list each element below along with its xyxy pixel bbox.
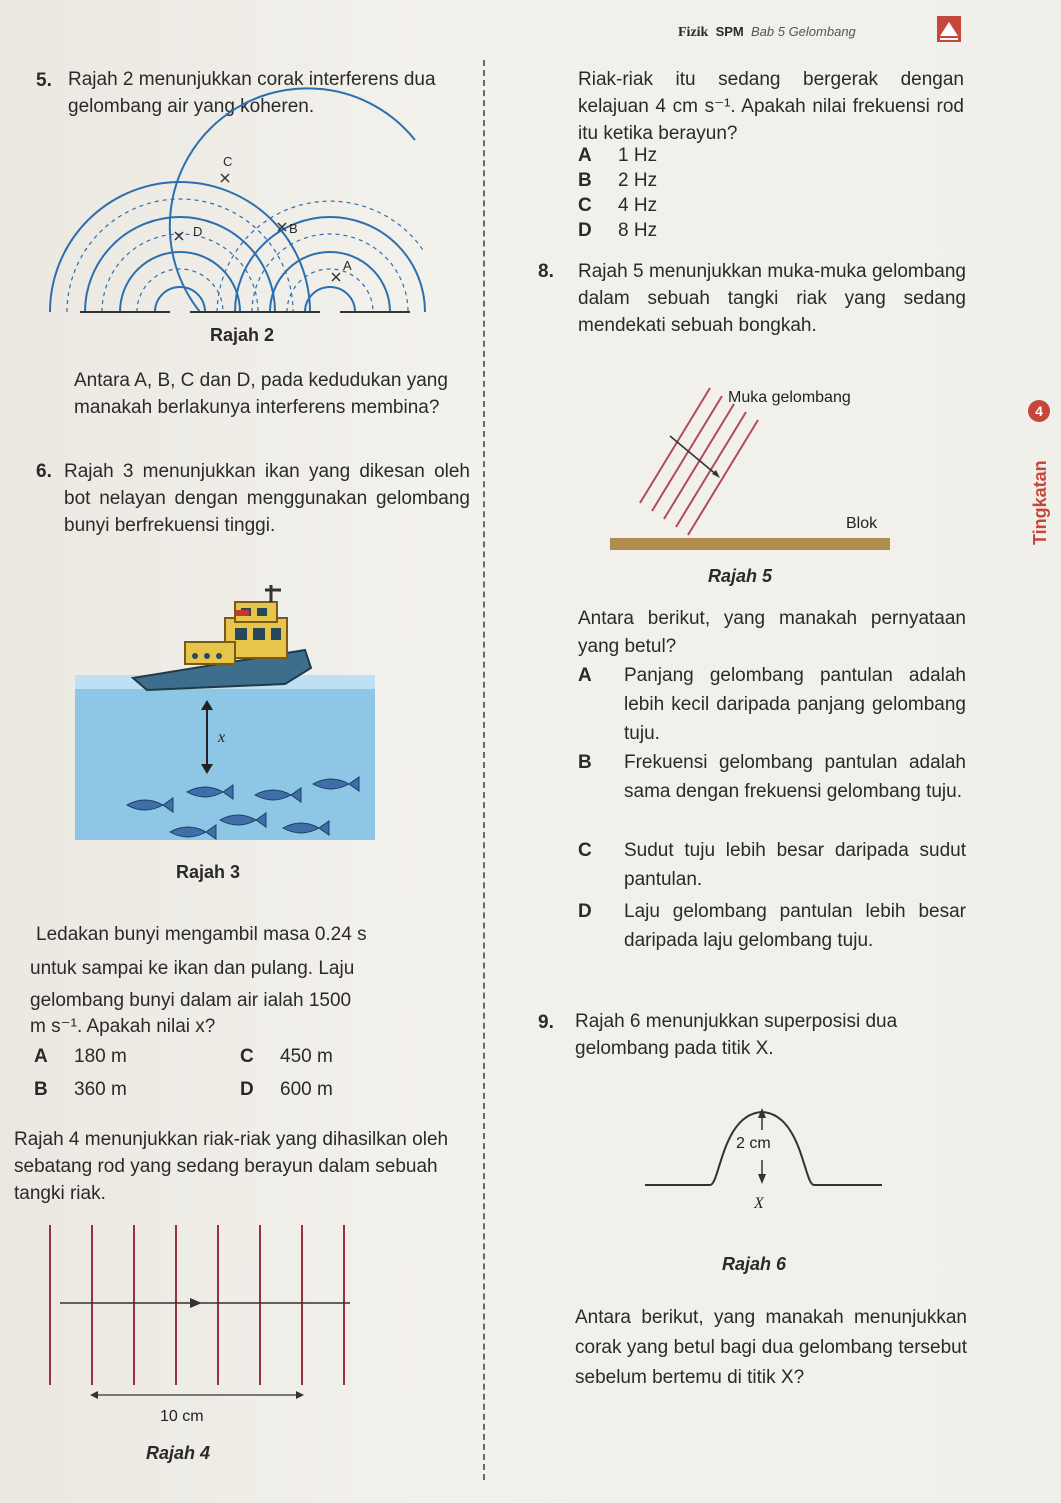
q6-option-a[interactable] — [34, 1044, 127, 1070]
q6-question-line3: gelombang bunyi dalam air ialah 1500 — [30, 990, 352, 1011]
q9-question: Antara berikut, yang manakah menunjukkan corak yang betul bagi dua gelombang tersebut sebelum bertemu di titik X? — [575, 1307, 967, 1388]
q8-option-d[interactable] — [578, 897, 966, 955]
option-key: D — [578, 901, 592, 922]
q9-number: 9. — [538, 1012, 554, 1033]
q8-option-c[interactable] — [578, 836, 966, 894]
option-key: C — [240, 1046, 254, 1067]
q7-option-a[interactable] — [578, 143, 657, 169]
q5-stem: Rajah 2 menunjukkan corak interferens dua gelombang air yang koheren. — [68, 69, 436, 117]
q6-number: 6. — [36, 461, 52, 482]
header-chapter: Bab 5 Gelombang — [750, 24, 856, 39]
q6-option-b[interactable] — [34, 1077, 127, 1103]
option-key: C — [578, 195, 592, 216]
point-label-c: C — [223, 154, 233, 169]
side-tab-label: Tingkatan — [1030, 460, 1050, 545]
option-key: B — [578, 752, 592, 773]
q8-option-a[interactable] — [578, 661, 966, 748]
q8-figure-caption: Rajah 5 — [708, 566, 773, 586]
option-text: 1 Hz — [618, 145, 658, 166]
header-series: SPM — [715, 24, 744, 39]
wavefront-block-diagram — [600, 378, 900, 568]
point-label-x: X — [754, 1195, 764, 1212]
option-text: Sudut tuju lebih besar daripada sudut pantulan. — [624, 840, 966, 890]
option-key: A — [578, 145, 592, 166]
option-text: 360 m — [74, 1079, 127, 1100]
q7-option-b[interactable] — [578, 168, 657, 194]
q8-stem: Rajah 5 menunjukkan muka-muka gelombang dalam sebuah tangki riak yang sedang mendekati sebuah bongkah. — [578, 261, 966, 336]
column-divider — [483, 60, 485, 1480]
q8-number: 8. — [538, 261, 554, 282]
q7-stem: Rajah 4 menunjukkan riak-riak yang dihasilkan oleh sebatang rod yang sedang berayun dalam sebuah tangki riak. — [14, 1129, 449, 1204]
option-text: Frekuensi gelombang pantulan adalah sama dengan frekuensi gelombang tuju. — [624, 752, 966, 802]
plane-waves-diagram — [40, 1225, 360, 1425]
label-wavefront: Muka gelombang — [728, 389, 851, 406]
q7-continuation: Riak-riak itu sedang bergerak dengan kelajuan 4 cm s⁻¹. Apakah nilai frekuensi rod itu ketika berayun? — [578, 69, 964, 144]
option-key: D — [240, 1079, 254, 1100]
q5-figure-caption: Rajah 2 — [210, 325, 275, 345]
q9-figure-caption: Rajah 6 — [722, 1254, 787, 1274]
page-header — [678, 24, 856, 41]
option-key: B — [578, 170, 592, 191]
label-block: Blok — [846, 515, 878, 532]
tingkatan-side-tab — [1024, 395, 1054, 565]
point-label-a: A — [343, 258, 352, 273]
interference-diagram — [75, 130, 425, 320]
option-text: 4 Hz — [618, 195, 658, 216]
q6-question-line4: m s⁻¹. Apakah nilai x? — [30, 1016, 216, 1037]
point-label-d: D — [193, 224, 203, 239]
q5-question: Antara A, B, C dan D, pada kedudukan yang manakah berlakunya interferens membina? — [74, 370, 448, 418]
option-key: A — [34, 1046, 48, 1067]
q6-stem: Rajah 3 menunjukkan ikan yang dikesan oleh bot nelayan dengan menggunakan gelombang bunyi berfrekuensi tinggi. — [64, 461, 470, 536]
option-text: 180 m — [74, 1046, 127, 1067]
q9-stem: Rajah 6 menunjukkan superposisi dua gelombang pada titik X. — [575, 1011, 898, 1059]
option-text: Laju gelombang pantulan lebih besar daripada laju gelombang tuju. — [624, 901, 966, 951]
boat-fish-diagram — [75, 580, 375, 840]
q6-option-c[interactable] — [240, 1044, 333, 1070]
point-label-b: B — [289, 221, 298, 236]
q6-question-line2: untuk sampai ke ikan dan pulang. Laju — [30, 958, 355, 979]
q5-number: 5. — [36, 70, 52, 91]
depth-label-x: x — [218, 729, 226, 746]
superposition-diagram — [640, 1100, 890, 1210]
option-text: 8 Hz — [618, 220, 658, 241]
header-subject: Fizik — [678, 25, 709, 40]
q6-question-line1: Ledakan bunyi mengambil masa 0.24 s — [36, 924, 367, 945]
q8-question: Antara berikut, yang manakah pernyataan yang betul? — [578, 608, 966, 657]
option-key: D — [578, 220, 592, 241]
option-text: Panjang gelombang pantulan adalah lebih kecil daripada panjang gelombang tuju. — [624, 665, 966, 744]
publisher-logo-icon — [937, 16, 961, 42]
option-key: B — [34, 1079, 48, 1100]
q8-option-b[interactable] — [578, 748, 966, 806]
q6-option-d[interactable] — [240, 1077, 333, 1103]
option-text: 450 m — [280, 1046, 333, 1067]
q7-option-c[interactable] — [578, 193, 657, 219]
distance-label: 10 cm — [160, 1408, 204, 1425]
q7-option-d[interactable] — [578, 218, 657, 244]
q6-figure-caption: Rajah 3 — [176, 862, 241, 882]
option-text: 2 Hz — [618, 170, 658, 191]
side-tab-number: 4 — [1035, 403, 1043, 419]
option-text: 600 m — [280, 1079, 333, 1100]
option-key: A — [578, 665, 592, 686]
q7-figure-caption: Rajah 4 — [146, 1443, 211, 1463]
option-key: C — [578, 840, 592, 861]
amplitude-label: 2 cm — [736, 1135, 771, 1152]
